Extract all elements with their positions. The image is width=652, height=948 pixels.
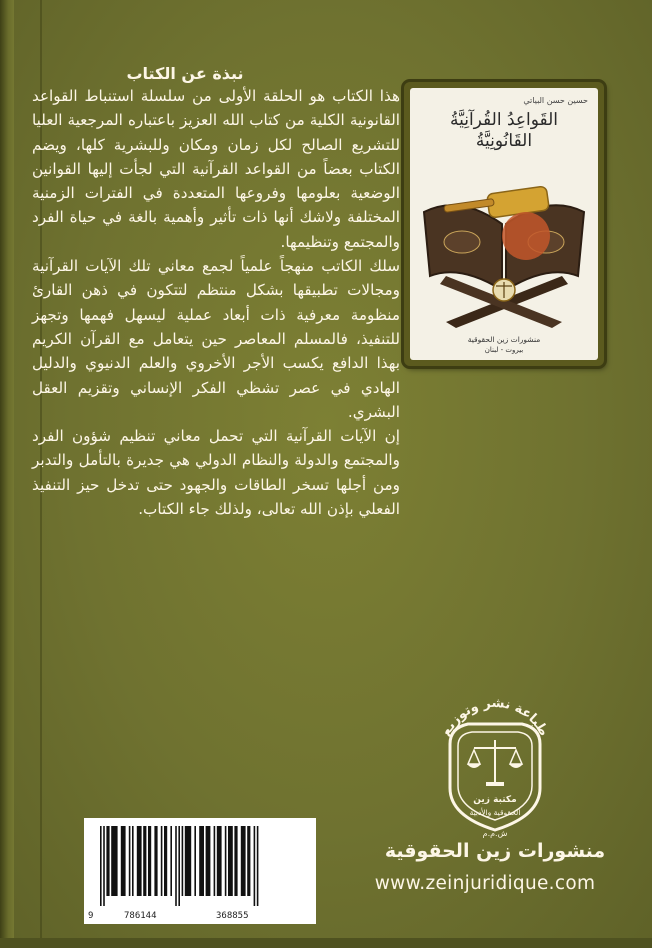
spine-hinge <box>0 0 14 948</box>
logo-suffix: ش.م.م <box>482 829 508 838</box>
barcode-bar <box>199 826 204 896</box>
thumbnail-title-line: القَانُونِيَّةُ <box>475 131 533 151</box>
barcode-bar <box>175 826 177 906</box>
thumbnail-title <box>410 110 598 152</box>
cover-bottom-edge <box>0 938 652 948</box>
barcode-bar <box>217 826 222 896</box>
thumbnail-title-line: القَواعِدُ القُرآنِيَّةُ <box>449 110 559 130</box>
blurb-title: نبذة عن الكتاب <box>126 64 244 83</box>
barcode-bar <box>182 826 184 896</box>
barcode-bar <box>103 826 105 906</box>
barcode-group-1: 786144 <box>124 911 157 921</box>
barcode-bars <box>98 826 306 906</box>
publisher-name: منشورات زين الحقوقية <box>384 840 606 862</box>
barcode-bar <box>100 826 102 906</box>
quran-stand-gavel-illustration <box>416 172 592 332</box>
website-url: www.zeinjuridique.com <box>374 873 596 894</box>
barcode-bar <box>206 826 211 896</box>
logo-inner-text: مكتبة زين <box>473 795 517 805</box>
barcode-bar <box>214 826 216 896</box>
barcode-bar <box>164 826 167 896</box>
barcode-bar <box>121 826 126 896</box>
barcode-bar <box>185 826 191 896</box>
blurb-paragraph: هذا الكتاب هو الحلقة الأولى من سلسلة استنباط القواعد القانونية الكلية من كتاب الله العزيز باعتباره المرجعية العليا للتشريع الصالح لكل زمان ومكان وللبشرية كلها، ويضم الكتاب بعضاً من القواعد القرآنية التي لجأت إليها القوانين الوضعية بعلومها وفروعها المتعددة في الفترات الزمنية المختلفة ولاشك أنها ذات تأثير وأهمية بالغة في حياة الفرد والمجتمع وتنظيمها. <box>32 87 400 251</box>
blurb-paragraph: سلك الكاتب منهجاً علمياً لجمع معاني تلك الآيات القرآنية ومجالات تطبيقها بشكل منتظم لتتكون في ذهن القارئ منظومة معرفية ذات أبعاد عملية ليسهل فهمها وتجهز للتنفيذ، فالمسلم المعاصر حين يتعامل مع القرآن الكريم بهذا الدافع يكسب الأجر الأخروي والعلم الدنيوي والدليل الهادي في عصر تشظي الفكر الإنساني وتقزيم العقل البشري. <box>32 257 400 421</box>
barcode-group-2: 368855 <box>216 911 249 921</box>
barcode-bar <box>106 826 109 896</box>
barcode-bar <box>161 826 163 896</box>
logo-lower-text: الحقوقية والأدبية <box>469 808 521 817</box>
thumbnail-publisher: منشورات زين الحقوقية <box>467 335 541 344</box>
thumbnail-author: حسين حسن البياتي <box>523 96 588 105</box>
thumbnail-place: بيروت - لبنان <box>484 346 524 354</box>
barcode-lead-digit: 9 <box>88 911 94 921</box>
publisher-logo <box>434 688 556 838</box>
barcode-bar <box>257 826 259 906</box>
barcode-bar <box>234 826 237 896</box>
barcode-bar <box>225 826 227 896</box>
logo-arc-text: طباعة نشر وتوزيع <box>438 695 552 739</box>
barcode-bar <box>241 826 246 896</box>
barcode-bar <box>132 826 134 896</box>
barcode-bar <box>143 826 146 896</box>
barcode-bar <box>194 826 196 896</box>
barcode-bar <box>170 826 172 896</box>
barcode-bar <box>111 826 117 896</box>
barcode-bar <box>154 826 157 896</box>
blurb-paragraph: إن الآيات القرآنية التي تحمل معاني تنظيم شؤون الفرد والمجتمع والدولة والنظام الدولي هي جديرة بالتأمل والتدبر ومن أجلها تسخر الطاقات والجهود حتى تدخل حيز التنفيذ الفعلي بإذن الله تعالى، ولذلك جاء الكتاب. <box>32 427 400 519</box>
blurb-text <box>32 84 400 521</box>
front-cover-thumbnail <box>404 82 604 366</box>
barcode-bar <box>129 826 131 896</box>
barcode-bar <box>254 826 256 906</box>
barcode-bar <box>148 826 151 896</box>
barcode-bar <box>247 826 250 896</box>
thumbnail-page <box>410 88 598 360</box>
barcode-bar <box>228 826 233 896</box>
isbn-barcode <box>84 818 316 924</box>
barcode-bar <box>137 826 142 896</box>
barcode-bar <box>178 826 180 906</box>
